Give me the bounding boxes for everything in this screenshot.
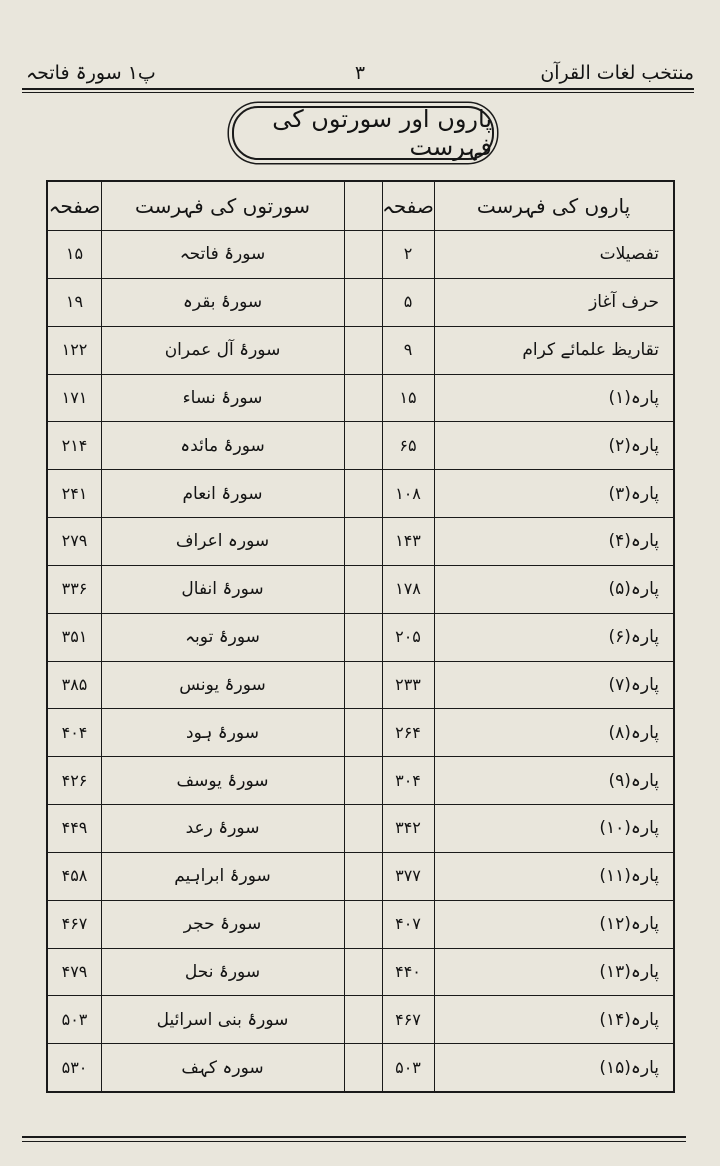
surah-name-cell: سورۂ ہود [186,722,259,743]
part-page-cell: ۱۰۸ [395,483,421,503]
surah-name-cell: سورۂ رعد [185,818,260,839]
surah-name-cell: سورۂ حجر [183,914,262,935]
surah-page-cell: ۲۴۱ [61,483,88,503]
surah-name-cell: سورۂ یونس [179,674,266,695]
part-name-cell: پارہ(۱۲) [599,914,659,935]
surah-name-cell: سورۂ ابراہیم [174,866,271,887]
header-parts: پاروں کی فہرست [476,194,631,218]
surah-page-cell: ۱۵ [65,244,84,264]
part-name-cell: پارہ(۶) [608,627,659,648]
part-name-cell: پارہ(۱) [608,387,659,408]
part-page-cell: ۱۷۸ [395,579,421,599]
surah-page-cell: ۳۳۶ [61,579,88,599]
surah-page-cell: ۴۶۷ [61,914,88,934]
surah-page-cell: ۲۷۹ [61,531,88,551]
part-page-cell: ۵ [403,292,413,312]
part-name-cell: پارہ(۱۳) [599,961,659,982]
surah-page-cell: ۵۳۰ [61,1057,88,1077]
page-title-frame [232,106,494,160]
part-page-cell: ۳۰۴ [395,770,421,790]
surah-name-cell: سورۂ آل عمران [164,340,281,361]
part-name-cell: پارہ(۱۱) [599,866,659,887]
surah-name-cell: سورۂ بقرہ [182,292,263,313]
part-page-cell: ۲۶۴ [395,722,421,742]
part-page-cell: ۳۴۲ [395,818,421,838]
header-surah-page: صفحہ [48,194,101,218]
part-page-cell: ۱۴۳ [395,531,421,551]
surah-page-cell: ۱۹ [65,292,84,312]
part-name-cell: پارہ(۱۰) [599,818,659,839]
part-page-cell: ۶۵ [399,435,417,455]
surah-name-cell: سورۂ مائدہ [180,435,265,456]
surah-page-cell: ۴۵۸ [61,866,88,886]
part-page-cell: ۵۰۳ [395,1057,421,1077]
header-rule-thin [22,92,694,93]
section-label: پ۱ سورۃ فاتحہ [26,62,156,84]
surah-page-cell: ۲۱۴ [61,435,88,455]
part-name-cell: پارہ(۱۵) [599,1057,659,1078]
header-surahs: سورتوں کی فہرست [135,194,310,218]
column-divider [344,182,345,1091]
part-page-cell: ۲۰۵ [395,627,421,647]
part-name-cell: پارہ(۸) [608,722,659,743]
part-name-cell: پارہ(۹) [608,770,659,791]
surah-page-cell: ۴۰۴ [61,722,88,742]
page-title: پاروں اور سورتوں کی فہرست [272,105,492,161]
surah-page-cell: ۴۷۹ [61,961,88,981]
surah-name-cell: سورۂ انعام [182,483,263,504]
part-name-cell: حرف آغاز [589,291,659,312]
surah-page-cell: ۱۷۱ [61,387,88,407]
part-page-cell: ۹ [403,340,413,360]
part-page-cell: ۲ [403,244,413,264]
surah-page-cell: ۱۲۲ [61,340,88,360]
surah-page-cell: ۴۴۹ [61,818,88,838]
part-page-cell: ۳۷۷ [395,866,421,886]
footer-rule-thin [22,1141,686,1142]
surah-page-cell: ۵۰۳ [61,1009,88,1029]
part-name-cell: پارہ(۴) [608,531,659,552]
part-name-cell: تفصیلات [599,243,659,264]
surah-name-cell: سورۂ فاتحہ [179,244,266,265]
surah-page-cell: ۳۸۵ [61,674,88,694]
page-number: ۳ [354,62,366,84]
surah-name-cell: سورۂ انفال [181,579,264,600]
part-name-cell: پارہ(۳) [608,483,659,504]
footer-rule [22,1136,686,1138]
part-page-cell: ۲۳۳ [395,674,421,694]
surah-name-cell: سورۂ توبہ [185,627,260,648]
surah-name-cell: سورۂ بنی اسرائیل [156,1009,289,1030]
part-page-cell: ۱۵ [399,387,417,407]
part-name-cell: تقاریظ علمائے کرام [522,340,659,361]
surah-name-cell: سورۂ یوسف [176,770,269,791]
part-name-cell: پارہ(۷) [608,674,659,695]
surah-name-cell: سورہ کہف [181,1057,264,1078]
header-part-page: صفحہ [382,194,434,218]
surah-page-cell: ۳۵۱ [61,627,88,647]
book-title: منتخب لغات القرآن [540,62,694,84]
part-page-cell: ۴۶۷ [395,1009,421,1029]
part-name-cell: پارہ(۲) [608,435,659,456]
part-page-cell: ۴۴۰ [395,961,421,981]
index-table [46,180,675,1093]
part-page-cell: ۴۰۷ [395,914,421,934]
surah-page-cell: ۴۲۶ [61,770,88,790]
part-name-cell: پارہ(۵) [608,579,659,600]
part-name-cell: پارہ(۱۴) [599,1009,659,1030]
surah-name-cell: سورۂ نحل [184,961,261,982]
surah-name-cell: سورہ اعراف [175,531,270,552]
header-rule [22,88,694,90]
surah-name-cell: سورۂ نساء [182,387,263,408]
